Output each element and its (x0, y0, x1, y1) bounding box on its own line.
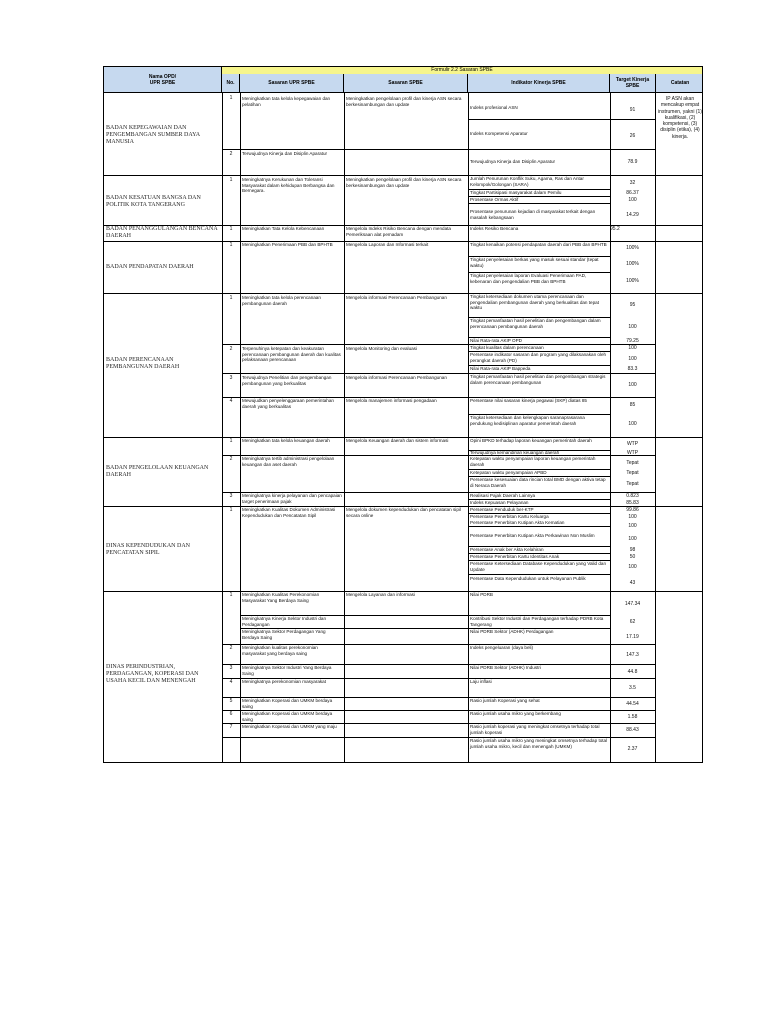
target-cell: 100 (628, 345, 637, 351)
indikator-cell: Persentase Penerbitan Kutipan Akta Perkawinan Non Muslim (470, 533, 595, 538)
sasaran-upr-cell: Meningkatnya Kinerja Sektor Industri dan Perdagangan (242, 616, 327, 627)
indikator-cell: Tingkat penyelesaian berkas yang masuk sesuai standar (tepat waktu) (470, 257, 599, 268)
sasaran-spbe-cell: Mengelola Monitoring dan evaluasi (346, 346, 417, 351)
row-number: 5 (229, 698, 233, 704)
indikator-cell: Nilai Rata-rata AKIP OPD (470, 338, 522, 343)
indikator-cell: Kontribusi Sektor Industri dan Perdagangan terhadap PDRB Kota Tangerang (470, 616, 604, 627)
sasaran-upr-cell: Meningkatkan Penerimaan PBB dan BPHTB (242, 242, 333, 247)
indikator-cell: Persentase Anak ber Akta Kelahiran (470, 547, 544, 552)
sasaran-upr-cell: Meningkatnya perekonomian masyarakat (242, 679, 327, 684)
target-cell: 0.823 (626, 493, 639, 499)
header-target: Target Kinerja SPBE (610, 74, 656, 93)
indikator-cell: Jumlah Penurunan Konflik Suku, Agama, Ras dan Antar Kelompok/Golongan (SARA) (470, 176, 584, 187)
target-cell: 147.34 (624, 601, 641, 607)
opd-name: DINAS PERINDUSTRIAN, PERDAGANGAN, KOPERASI DAN USAHA KECIL DAN MENENGAH (106, 664, 199, 685)
row-number: 1 (229, 177, 233, 183)
indikator-cell: Persentase Data Kependudukan untuk Pelayanan Publik (470, 576, 586, 581)
sasaran-upr-cell: Meningkatkan Koperasi dan UMKM yang maju (242, 724, 337, 729)
opd-name: BADAN PENDAPATAN DAERAH (106, 264, 194, 270)
row-number: 1 (229, 226, 233, 232)
indikator-cell: Persentase Penduduk ber-KTP (470, 507, 534, 512)
row-number: 4 (229, 679, 233, 685)
indikator-cell: Persentase Penerbitan Kartu Identitas Anak (470, 554, 560, 559)
sasaran-spbe-cell: Meningkatkan pengelolaan profil dan kinerja ASN secara berkesinambungan dan update (346, 96, 462, 107)
row-number: 1 (229, 438, 233, 444)
row-line (222, 149, 655, 150)
target-cell: 91 (629, 107, 636, 113)
indikator-cell: Terwujudnya kemandirian keuangan daerah (470, 450, 560, 455)
sasaran-spbe-cell: Mengelola Laporan dan Informasi terkait (346, 242, 429, 247)
form-title: Formulir 2.2 Sasaran SPBE (222, 67, 702, 75)
target-cell: Tepat (626, 470, 639, 476)
indikator-cell: Prosentase penurunan kejadian di masyarakat terkait dengan masalah kebangsaan (470, 209, 596, 220)
target-cell: 100 (628, 564, 637, 570)
target-cell: 99.86 (626, 507, 639, 513)
target-cell: 100 (628, 356, 637, 362)
target-cell: 95.2 (610, 226, 620, 232)
row-line (468, 203, 610, 204)
sasaran-upr-cell: Meningkatkan tata kelola perencanaan pembangunan daerah (242, 295, 321, 306)
indikator-cell: Tingkat pemanfaatan hasil penelitian dan pengembangan dalam perencanaan pembangunan daerah (470, 318, 601, 329)
sasaran-upr-cell: Meningkatkan tata kelola keuangan daerah (242, 438, 330, 443)
row-number: 1 (229, 507, 233, 513)
indikator-cell: Ketepatan waktu penyampaian laporan keuangan pemerintah daerah (470, 456, 596, 467)
indikator-cell: Terwujudnya Kinerja dan Disiplin Aparatur (470, 159, 556, 164)
opd-name: BADAN PENGELOLAAN KEUANGAN DAERAH (106, 465, 209, 479)
target-cell: 100% (626, 261, 639, 267)
sasaran-spbe-cell: Mengelola informasi Perencanaan Pembangunan (346, 295, 447, 300)
indikator-cell: Laju inflasi (470, 679, 492, 684)
indikator-cell: Persentase Penerbitan Kutipan Akta Kematian (470, 520, 565, 525)
target-cell: 100% (626, 245, 639, 251)
target-cell: 43 (629, 580, 636, 586)
row-number: 1 (229, 295, 233, 301)
header-opd-line2: UPR SPBE (149, 79, 176, 86)
row-line (468, 574, 610, 575)
header-opd-line1: Nama OPD/ (148, 73, 177, 80)
opd-name: DINAS KEPENDUDUKAN DAN PENCATATAN SIPIL (106, 543, 190, 557)
row-number: 6 (229, 711, 233, 717)
sasaran-upr-cell: Meningkatkan Kualitas Dokumen Administrasi Kependudukan dan Pencatatan Sipil (242, 507, 336, 518)
sasaran-spbe-cell: Mengelola manajemen informasi pengadaan (346, 398, 437, 403)
indikator-cell: Indeks Kompetensi Aparatur (470, 131, 528, 136)
catatan-cell: IP ASN akan mencakup empat instrumen, yakni (1) kualifikasi, (2) kompetensi, (3) disiplin (etika), (4) kinerja. (658, 96, 702, 140)
target-cell: 44.54 (626, 701, 639, 707)
col-line (344, 93, 345, 763)
indikator-cell: Rasio jumlah koperasi yang meningkat omsetnya terhadap total jumlah koperasi (470, 724, 600, 735)
target-cell: Tepat (626, 460, 639, 466)
sasaran-spbe-cell: Mengelola Indeks Risiko Bencana dengan mendata Pemeriksaan alat pemadam (346, 226, 451, 237)
indikator-cell: Rasio jumlah usaha mikro yang berkembang (470, 711, 561, 716)
col-line (222, 93, 223, 763)
indikator-cell: Persentase nilai sasaran kinerja pegawai (SKP) diatas 85 (470, 398, 587, 403)
indikator-cell: Indeks profesional ASN (470, 105, 518, 110)
target-cell: 17.19 (626, 634, 639, 640)
row-number: 3 (229, 493, 233, 499)
target-cell: 100 (628, 197, 637, 203)
indikator-cell: Indeks pengeluaran (daya beli) (470, 645, 534, 650)
row-number: 1 (229, 592, 233, 598)
row-number: 1 (229, 242, 233, 248)
row-number: 1 (229, 95, 233, 101)
sasaran-upr-cell: Mewujudkan penyelenggaraan pemerintahan daerah yang berkualitas (242, 398, 334, 409)
sasaran-upr-cell: Terwujudnya Penelitian dan pengembangan pembangunan yang berkualitas (242, 375, 332, 386)
target-cell: 88.43 (626, 727, 639, 733)
target-cell: 44.8 (627, 669, 638, 675)
target-cell: Tepat (626, 481, 639, 487)
indikator-cell: Ketepatan waktu penyampaian APBD (470, 470, 547, 475)
row-number: 4 (229, 398, 233, 404)
indikator-cell: Tingkat kualitas dalam perencanaan (470, 345, 544, 350)
target-cell: 79.25 (626, 338, 639, 344)
sasaran-upr-cell: Terpenuhinya ketepatan dan keakuratan perencanaan pembangunan daerah dan kualitas pelaksanaan perencanaan (242, 346, 341, 363)
target-cell: 2.37 (627, 746, 638, 752)
target-cell: 100 (628, 536, 637, 542)
target-cell: 100 (628, 421, 637, 427)
sasaran-upr-cell: Meningkatkan Koperasi dan UMKM berdaya saing (242, 698, 333, 709)
row-number: 2 (229, 346, 233, 352)
target-cell: 98 (629, 547, 636, 553)
indikator-cell: Tingkat kenaikan potensi pendapatan daerah dari PBB dan BPHTB (470, 242, 607, 247)
target-cell: 62 (629, 619, 636, 625)
indikator-cell: Persentase kesesuaian data rincian total BMD dengan aktiva tetap di Neraca Daerah (470, 477, 606, 488)
sasaran-upr-cell: Meningkatkan Koperasi dan UMKM berdaya saing (242, 711, 333, 722)
target-cell: 100 (628, 324, 637, 330)
header-sasaran-upr: Sasaran UPR SPBE (240, 74, 344, 93)
row-number: 2 (229, 456, 233, 462)
sasaran-upr-cell: Meningkatnya Sektor Perdagangan Yang Berdaya Saing (242, 629, 326, 640)
indikator-cell: Tingkat pemanfaatan hasil penelitian dan pengembangan strategis dalam perencanaan pembangunan (470, 374, 606, 385)
sasaran-upr-cell: Meningkatkan Kualitas Perekonomian Masyarakat Yang Berdaya Saing (242, 592, 320, 603)
opd-name: BADAN PENANGGULANGAN BENCANA DAERAH (106, 226, 218, 240)
indikator-cell: Rasio jumlah usaha mikro yang meningkat omsetnya terhadap total jumlah usaha mikro, kecil dan menengah (UMKM) (470, 738, 608, 749)
target-cell: WTP (626, 441, 639, 447)
sasaran-upr-cell: Terwujudnya Kinerja dan Disiplin Aparatur (242, 151, 328, 156)
indikator-cell: Indeks Kepuasan Pelayanan (470, 500, 529, 505)
header-no: No. (222, 74, 240, 93)
header-catatan: Catatan (656, 74, 703, 93)
header-opd (104, 67, 222, 93)
sasaran-spbe-cell: Mengelola Keuangan daerah dan sistem informasi (346, 438, 449, 443)
sasaran-spbe-cell: Meningkatkan pengelolaan profil dan kinerja ASN secara berkesinambungan dan update (346, 177, 462, 188)
sasaran-upr-cell: Meningkatkan kualitas perekonomian masyarakat yang berdaya saing (242, 645, 318, 656)
indikator-cell: Nilai PDRB Sektor (ADHK) Perdagangan (470, 629, 554, 634)
sasaran-upr-cell: Meningkatkan Tata Kelola Kebencanaan (242, 226, 325, 231)
indikator-cell: Tingkat Partisipasi masyarakat dalam Pemilu (470, 190, 562, 195)
indikator-cell: Persentase indikator sasaran dan program yang dilaksanakan oleh perangkat daerah (PD) (470, 352, 607, 363)
target-cell: 100 (628, 514, 637, 520)
col-line (655, 93, 656, 763)
indikator-cell: Rasio jumlah Koperasi yang sehat (470, 698, 540, 703)
header-indikator: Indikator Kinerja SPBE (468, 74, 610, 93)
sasaran-spbe-cell: Mengelola informasi Perencanaan Pembangunan (346, 375, 447, 380)
indikator-cell: Persentase Penerbitan Kartu Keluarga (470, 514, 549, 519)
row-number: 2 (229, 645, 233, 651)
target-cell: 95 (629, 302, 636, 308)
target-cell: 100 (628, 382, 637, 388)
indikator-cell: Tingkat ketersediaan dokumen utama perencanaan dan pengendalian pembangunan daerah yang berkualitas dan tepat waktu (470, 294, 599, 311)
indikator-cell: Prosentase Ormas Aktif (470, 197, 519, 202)
sasaran-upr-cell: Meningkatkan tata kelola kepegawaian dan pelatihan (242, 96, 331, 107)
row-number: 2 (229, 151, 233, 157)
target-cell: 100% (626, 278, 639, 284)
opd-name: BADAN KEPEGAWAIAN DAN PENGEMBANGAN SUMBER DAYA MANUSIA (106, 125, 200, 146)
indikator-cell: Nilai Rata-rata AKIP Bappeda (470, 366, 531, 371)
target-cell: 85.83 (626, 500, 639, 506)
row-number: 3 (229, 665, 233, 671)
target-cell: 50 (629, 554, 636, 560)
opd-name: BADAN PERENCANAAN PEMBANGUNAN DAERAH (106, 357, 180, 371)
row-line (468, 526, 610, 527)
target-cell: 3.5 (629, 685, 636, 691)
indikator-cell: Realisasi Pajak Daerah Lainnya (470, 493, 536, 498)
sasaran-spbe-form-table (103, 66, 703, 763)
target-cell: 85 (629, 402, 636, 408)
sasaran-upr-cell: Meningkatnya Sektor Industri Yang Berdaya Saing (242, 665, 332, 676)
target-cell: WTP (626, 450, 639, 456)
indikator-cell: Persentase Ketersediaan Database Kependudukan yang Valid dan Update (470, 561, 607, 572)
sasaran-spbe-cell: Mengelola dokumen kependudukan dan pencatatan sipil secara online (346, 507, 461, 518)
opd-name: BADAN KESATUAN BANGSA DAN POLITIK KOTA TANGERANG (106, 195, 201, 209)
indikator-cell: Tingkat penyelesaian laporan Evaluasi Penerimaan PAD, kebenaran dan pengendalian PBB dan BPHTB (470, 273, 587, 284)
sasaran-spbe-cell: Mengelola Layanan dan informasi (346, 592, 415, 597)
row-number: 3 (229, 375, 233, 381)
indikator-cell: Tingkat ketersediaan dan kelengkapan saranaprasarana pendukung kedisiplinan aparatur pemerintah daerah (470, 415, 585, 426)
indikator-cell: Nilai PDRB (470, 592, 493, 597)
group-line (104, 293, 703, 294)
sasaran-upr-cell: Meningkatnya Kerukunan dan Toleransi Masyarakat dalam kehidupan Berbangsa dan Bernegara. (242, 177, 335, 194)
sasaran-upr-cell: Meningkatnya tertib administrasi pengelolaan keuangan dan aset daerah (242, 456, 335, 467)
header-sasaran-spbe: Sasaran SPBE (344, 74, 468, 93)
target-cell: 86.37 (626, 190, 639, 196)
group-line (104, 175, 703, 176)
target-cell: 100 (628, 523, 637, 529)
target-cell: 147.3 (626, 652, 639, 658)
target-cell: 32 (629, 180, 636, 186)
sasaran-upr-cell: Meningkatnya kinerja pelayanan dan pencapaian target penerimaan pajak (242, 493, 342, 504)
row-line (468, 119, 655, 120)
indikator-cell: Opini BPKD terhadap laporan keuangan pemerintah daerah (470, 438, 592, 443)
target-cell: 1.58 (627, 714, 638, 720)
target-cell: 14.29 (626, 212, 639, 218)
row-number: 7 (229, 724, 233, 730)
target-cell: 78.9 (627, 159, 638, 165)
indikator-cell: Indeks Resiko Bencana (470, 226, 519, 231)
indikator-cell: Nilai PDRB Sektor (ADHK) Industri (470, 665, 541, 670)
target-cell: 26 (629, 133, 636, 139)
target-cell: 83.3 (627, 366, 638, 372)
